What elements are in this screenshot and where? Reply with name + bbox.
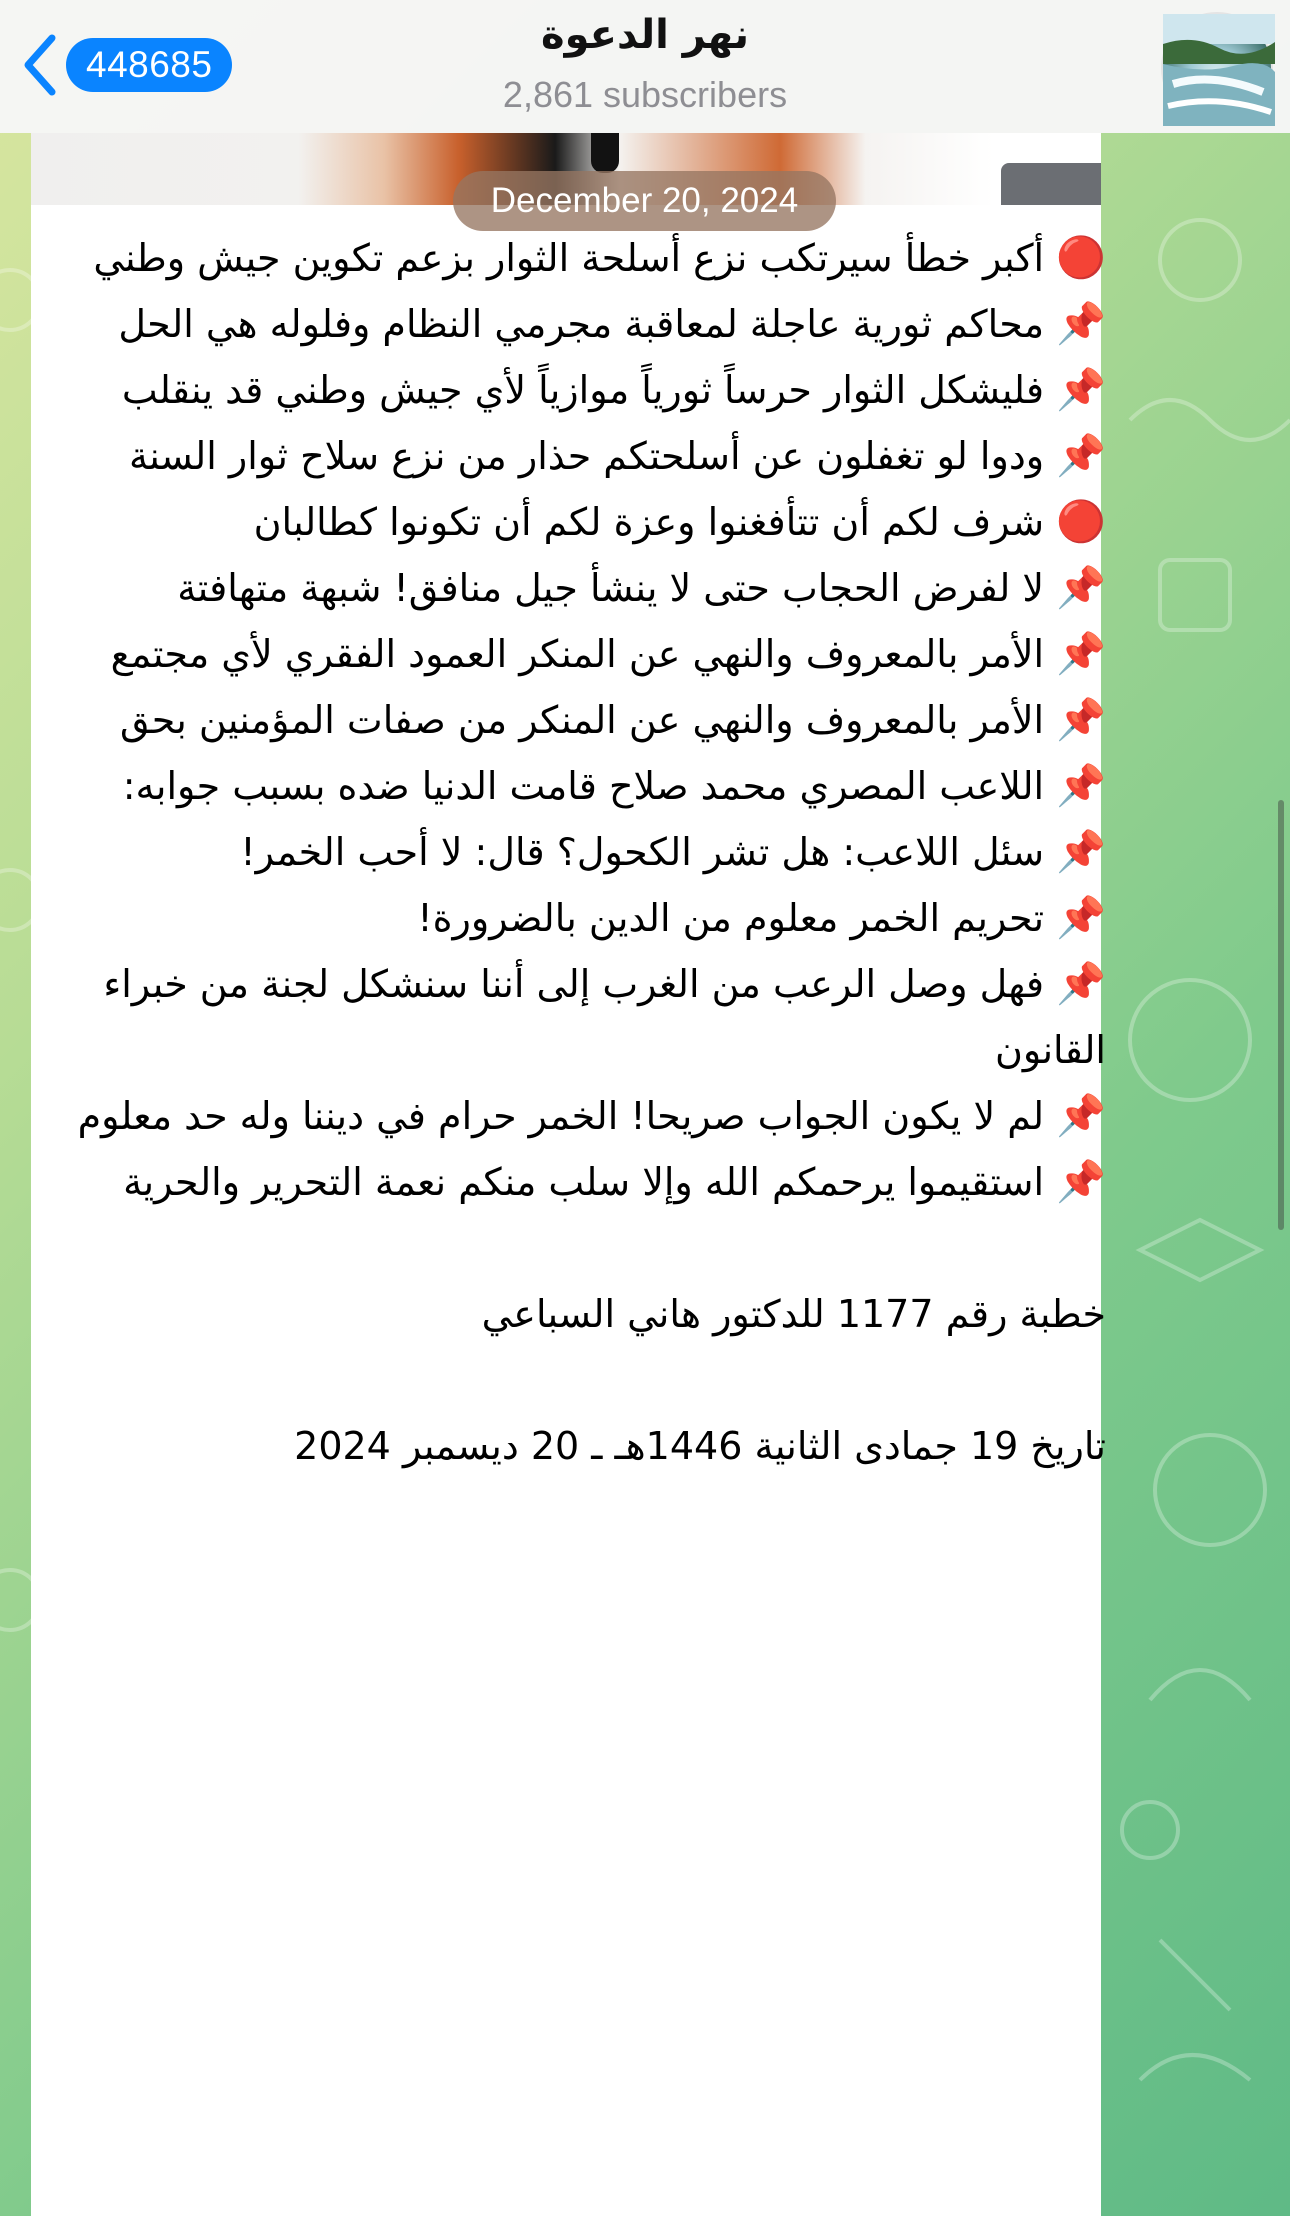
message-line: 🔴 أكبر خطأ سيرتكب نزع أسلحة الثوار بزعم تكوين جيش وطني: [93, 235, 1106, 281]
pushpin-icon: 📌: [1056, 433, 1106, 479]
message-bubble[interactable]: [31, 133, 1106, 2216]
pushpin-icon: 📌: [1056, 631, 1106, 677]
message-line: 📌 سئل اللاعب: هل تشر الكحول؟ قال: لا أحب الخمر!: [240, 829, 1106, 875]
message-line: 📌 فهل وصل الرعب من الغرب إلى أننا سنشكل لجنة من خبراء القانون: [103, 961, 1106, 1072]
chat-header: [0, 0, 1290, 133]
spacer: [61, 1347, 1106, 1413]
message-line: 📌 الأمر بالمعروف والنهي عن المنكر العمود الفقري لأي مجتمع: [110, 631, 1106, 677]
pushpin-icon: 📌: [1056, 829, 1106, 875]
waterfall-avatar-image: [1163, 14, 1275, 126]
spacer: [61, 1215, 1106, 1281]
photo-detail: [1001, 163, 1101, 205]
channel-title[interactable]: نهر الدعوة: [540, 12, 750, 58]
photo-detail: [591, 133, 619, 173]
message-text: [61, 225, 1111, 1479]
sermon-number-line: خطبة رقم 1177 للدكتور هاني السباعي: [481, 1292, 1106, 1336]
message-line: 📌 الأمر بالمعروف والنهي عن المنكر من صفات المؤمنين بحق: [120, 697, 1106, 743]
pushpin-icon: 📌: [1056, 1093, 1106, 1139]
channel-avatar[interactable]: [1161, 12, 1273, 124]
pushpin-icon: 📌: [1056, 961, 1106, 1007]
pushpin-icon: 📌: [1056, 367, 1106, 413]
pushpin-icon: 📌: [1056, 565, 1106, 611]
pushpin-icon: 📌: [1056, 1159, 1106, 1205]
message-line: 📌 لا لفرض الحجاب حتى لا ينشأ جيل منافق! شبهة متهافتة: [177, 565, 1106, 611]
red-circle-icon: 🔴: [1056, 499, 1106, 545]
message-line: 📌 محاكم ثورية عاجلة لمعاقبة مجرمي النظام وفلوله هي الحل: [118, 301, 1106, 347]
message-line: 📌 فليشكل الثوار حرساً ثورياً موازياً لأي جيش وطني قد ينقلب: [121, 367, 1106, 413]
message-line: 🔴 شرف لكم أن تتأفغنوا وعزة لكم أن تكونوا كطالبان: [253, 499, 1106, 545]
pushpin-icon: 📌: [1056, 763, 1106, 809]
chevron-left-icon: [20, 30, 60, 100]
pushpin-icon: 📌: [1056, 301, 1106, 347]
back-button[interactable]: [20, 30, 232, 100]
message-line: 📌 لم لا يكون الجواب صريحا! الخمر حرام في ديننا وله حد معلوم: [77, 1093, 1106, 1139]
message-line: 📌 ودوا لو تغفلون عن أسلحتكم حذار من نزع سلاح ثوار السنة: [128, 433, 1106, 479]
date-separator: December 20, 2024: [453, 171, 836, 231]
pushpin-icon: 📌: [1056, 697, 1106, 743]
message-line: 📌 اللاعب المصري محمد صلاح قامت الدنيا ضده بسبب جوابه:: [122, 763, 1106, 809]
message-line: 📌 تحريم الخمر معلوم من الدين بالضرورة!: [417, 895, 1106, 941]
unread-count-badge: 448685: [66, 38, 232, 92]
hijri-date-line: تاريخ 19 جمادى الثانية 1446هـ ـ 20 ديسمبر 2024: [294, 1424, 1106, 1468]
message-line: 📌 استقيموا يرحمكم الله وإلا سلب منكم نعمة التحرير والحرية: [123, 1159, 1106, 1205]
red-circle-icon: 🔴: [1056, 235, 1106, 281]
scrollbar[interactable]: [1278, 800, 1284, 1230]
pushpin-icon: 📌: [1056, 895, 1106, 941]
subscriber-count: 2,861 subscribers: [502, 74, 788, 115]
